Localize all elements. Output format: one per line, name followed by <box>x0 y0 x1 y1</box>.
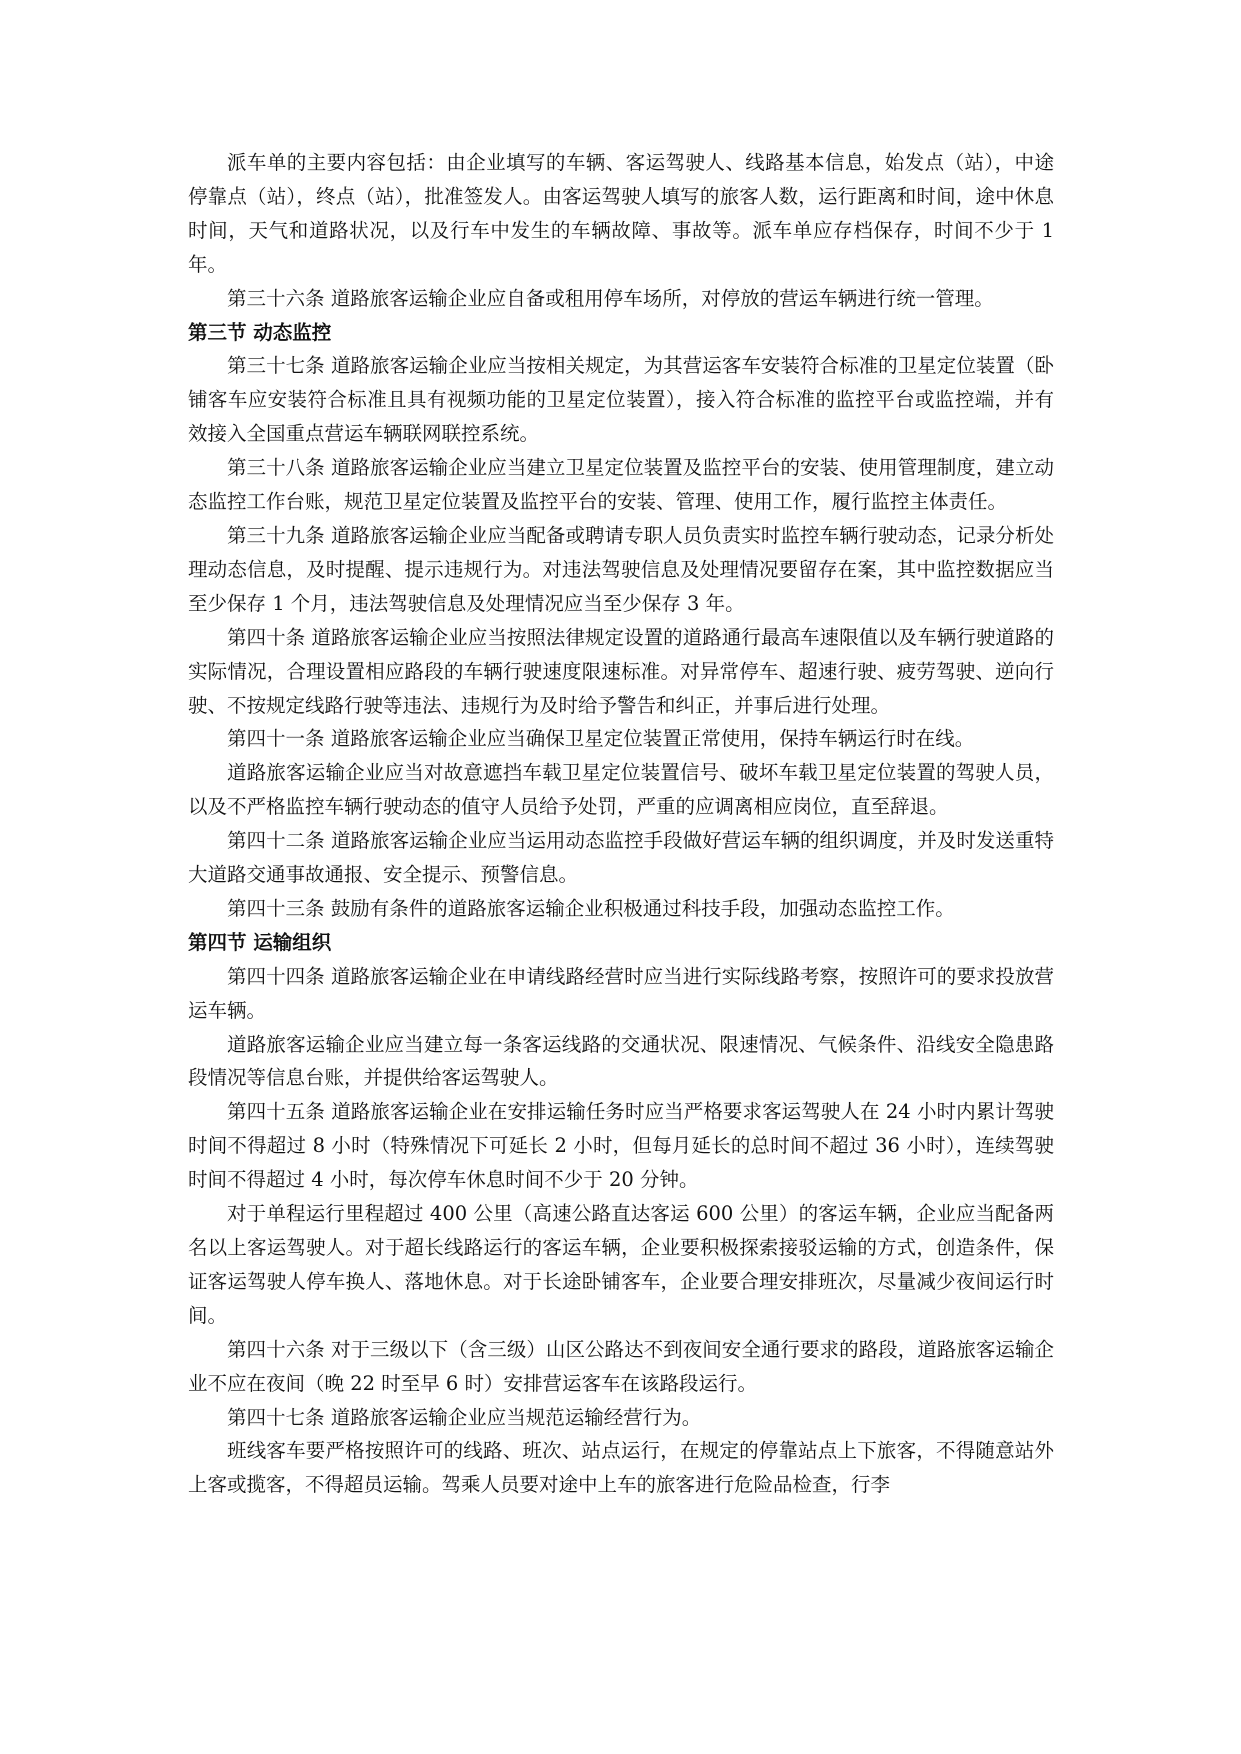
section-heading: 第三节 动态监控 <box>188 320 332 344</box>
paragraph: 第三十九条 道路旅客运输企业应当配备或聘请专职人员负责实时监控车辆行驶动态，记录分析处理动态信息，及时提醒、提示违规行为。对违法驾驶信息及处理情况要留存在案，其中监控数据应当至少保存 1 个月，违法驾驶信息及处理情况应当至少保存 3 年。 <box>188 523 1054 615</box>
paragraph: 派车单的主要内容包括：由企业填写的车辆、客运驾驶人、线路基本信息，始发点（站），中途停靠点（站），终点（站），批准签发人。由客运驾驶人填写的旅客人数，运行距离和时间，途中休息时间，天气和道路状况，以及行车中发生的车辆故障、事故等。派车单应存档保存，时间不少于 1 年。 <box>188 151 1054 276</box>
paragraph: 第三十七条 道路旅客运输企业应当按相关规定，为其营运客车安装符合标准的卫星定位装置（卧铺客车应安装符合标准且具有视频功能的卫星定位装置），接入符合标准的监控平台或监控端，并有效接入全国重点营运车辆联网联控系统。 <box>188 354 1054 446</box>
paragraph: 第三十六条 道路旅客运输企业应自备或租用停车场所，对停放的营运车辆进行统一管理。 <box>227 286 994 310</box>
paragraph: 第四十四条 道路旅客运输企业在申请线路经营时应当进行实际线路考察，按照许可的要求投放营运车辆。 <box>188 964 1054 1022</box>
paragraph: 第四十一条 道路旅客运输企业应当确保卫星定位装置正常使用，保持车辆运行时在线。 <box>227 727 975 751</box>
paragraph: 道路旅客运输企业应当对故意遮挡车载卫星定位装置信号、破坏车载卫星定位装置的驾驶人员，以及不严格监控车辆行驶动态的值守人员给予处罚，严重的应调离相应岗位，直至辞退。 <box>188 761 1054 819</box>
paragraph: 第四十五条 道路旅客运输企业在安排运输任务时应当严格要求客运驾驶人在 24 小时内累计驾驶时间不得超过 8 小时（特殊情况下可延长 2 小时，但每月延长的总时间不超过 36 小时），连续驾驶时间不得超过 4 小时，每次停车休息时间不少于 20 分钟。 <box>188 1100 1054 1192</box>
paragraph: 第四十六条 对于三级以下（含三级）山区公路达不到夜间安全通行要求的路段，道路旅客运输企业不应在夜间（晚 22 时至早 6 时）安排营运客车在该路段运行。 <box>188 1337 1054 1395</box>
paragraph: 道路旅客运输企业应当建立每一条客运线路的交通状况、限速情况、气候条件、沿线安全隐患路段情况等信息台账，并提供给客运驾驶人。 <box>188 1032 1054 1090</box>
paragraph: 第三十八条 道路旅客运输企业应当建立卫星定位装置及监控平台的安装、使用管理制度，建立动态监控工作台账，规范卫星定位装置及监控平台的安装、管理、使用工作，履行监控主体责任。 <box>188 456 1054 514</box>
document-page <box>188 146 1054 1502</box>
paragraph: 班线客车要严格按照许可的线路、班次、站点运行，在规定的停靠站点上下旅客，不得随意站外上客或揽客，不得超员运输。驾乘人员要对途中上车的旅客进行危险品检查，行李 <box>188 1439 1054 1497</box>
paragraph: 第四十二条 道路旅客运输企业应当运用动态监控手段做好营运车辆的组织调度，并及时发送重特大道路交通事故通报、安全提示、预警信息。 <box>188 829 1054 887</box>
paragraph: 对于单程运行里程超过 400 公里（高速公路直达客运 600 公里）的客运车辆，企业应当配备两名以上客运驾驶人。对于超长线路运行的客运车辆，企业要积极探索接驳运输的方式，创造条件，保证客运驾驶人停车换人、落地休息。对于长途卧铺客车，企业要合理安排班次，尽量减少夜间运行时间。 <box>188 1202 1054 1327</box>
paragraph: 第四十七条 道路旅客运输企业应当规范运输经营行为。 <box>227 1405 702 1429</box>
paragraph: 第四十三条 鼓励有条件的道路旅客运输企业积极通过科技手段，加强动态监控工作。 <box>227 896 955 920</box>
section-heading: 第四节 运输组织 <box>188 930 332 954</box>
paragraph: 第四十条 道路旅客运输企业应当按照法律规定设置的道路通行最高车速限值以及车辆行驶道路的实际情况，合理设置相应路段的车辆行驶速度限速标准。对异常停车、超速行驶、疲劳驾驶、逆向行驶、不按规定线路行驶等违法、违规行为及时给予警告和纠正，并事后进行处理。 <box>188 625 1054 717</box>
